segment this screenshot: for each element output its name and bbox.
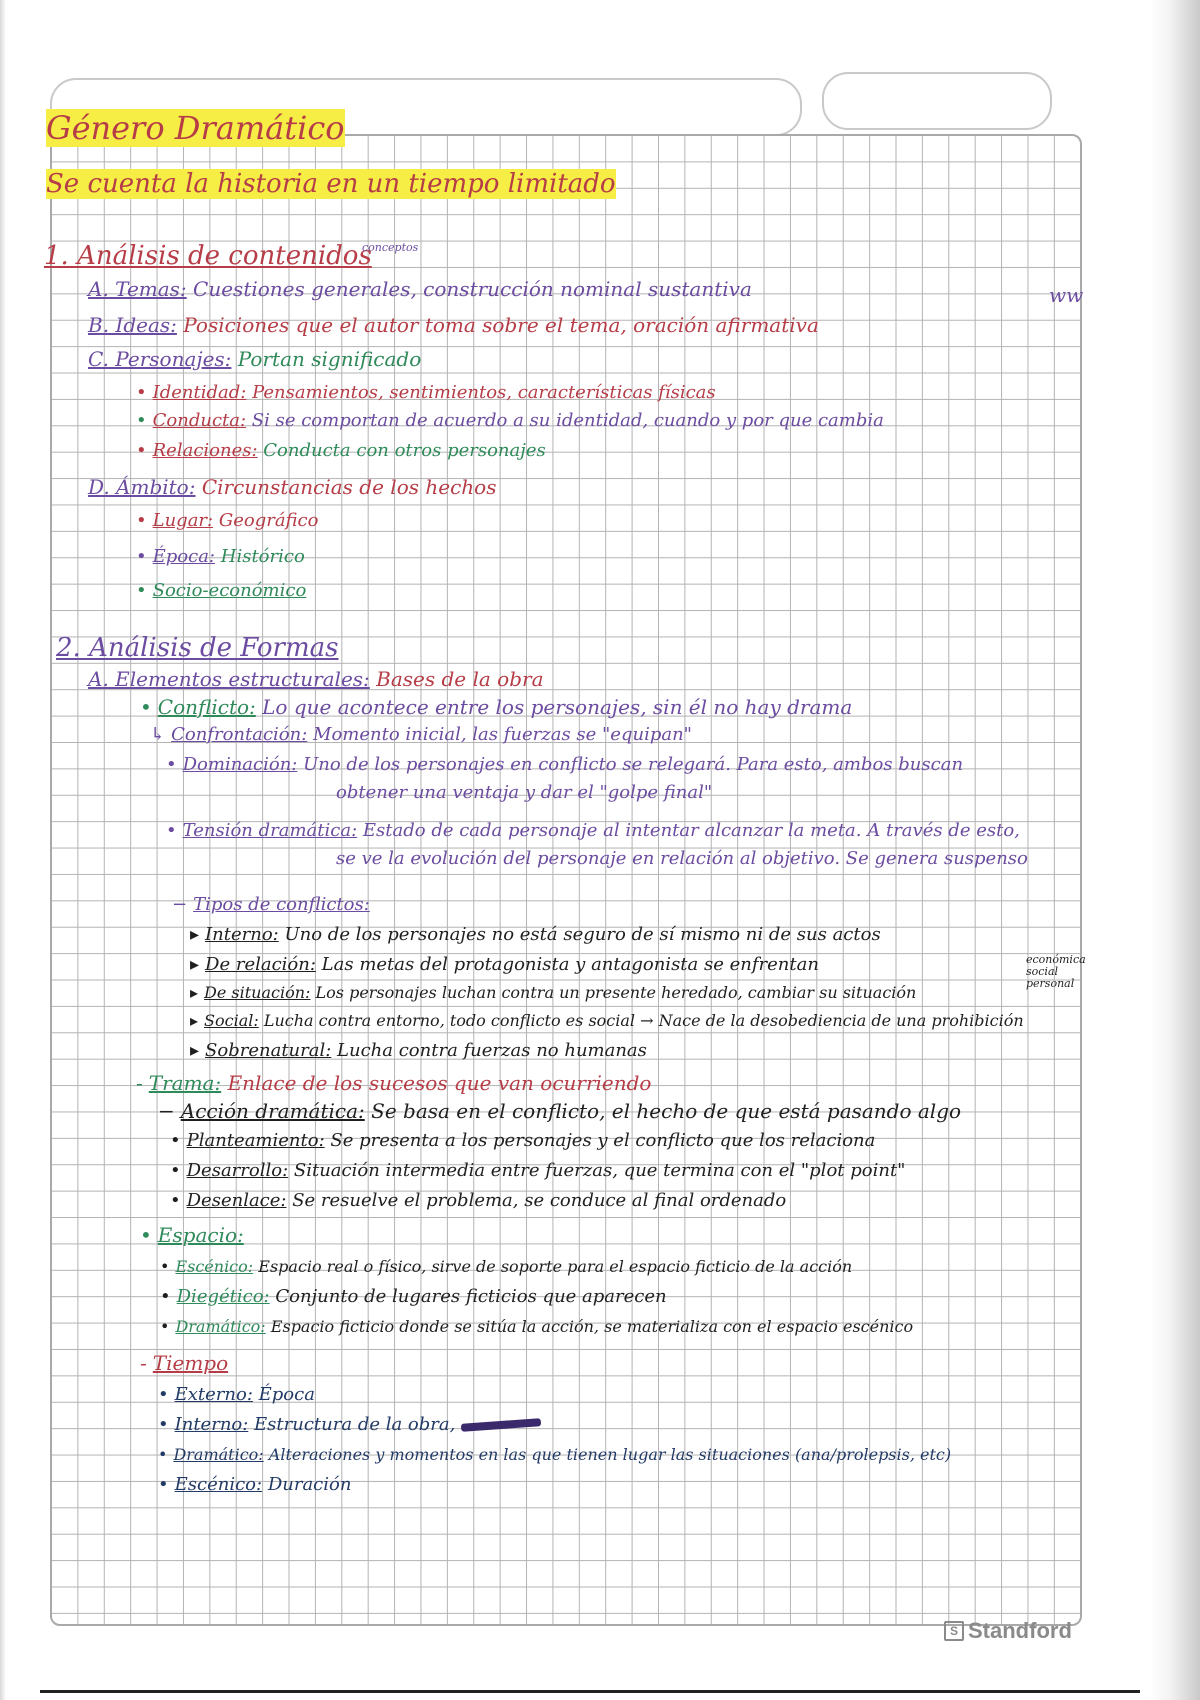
section2-heading: 2. Análisis de Formas bbox=[56, 633, 339, 663]
item-conducta: • Conducta: Si se comportan de acuerdo a su identidad, cuando y por que cambia bbox=[136, 410, 884, 431]
item-temas: A. Temas: Cuestiones generales, construcción nominal sustantiva bbox=[88, 277, 752, 301]
tension-cont: se ve la evolución del personaje en relación al objetivo. Se genera suspenso bbox=[336, 848, 1028, 869]
item-socio: • Socio-económico bbox=[136, 580, 307, 601]
tipos-conflictos: − Tipos de conflictos: bbox=[172, 894, 370, 915]
item-epoca: • Época: Histórico bbox=[136, 546, 305, 567]
side-note-social: social bbox=[1026, 965, 1059, 978]
planteamiento: • Planteamiento: Se presenta a los personajes y el conflicto que los relaciona bbox=[170, 1130, 876, 1151]
side-note-economica: económica bbox=[1026, 953, 1086, 966]
tipo-sobrenatural: ▸ Sobrenatural: Lucha contra fuerzas no humanas bbox=[190, 1040, 647, 1061]
trama: - Trama: Enlace de los sucesos que van ocurriendo bbox=[136, 1071, 652, 1095]
page-edge-left bbox=[0, 0, 6, 1700]
espacio-escenico: • Escénico: Espacio real o físico, sirve de soporte para el espacio ficticio de la acción bbox=[160, 1257, 853, 1276]
espacio-diegetico: • Diegético: Conjunto de lugares ficticios que aparecen bbox=[160, 1286, 667, 1307]
scribble-mark bbox=[461, 1418, 541, 1432]
page-title: Género Dramático bbox=[46, 109, 345, 147]
item-personajes: C. Personajes: Portan significado bbox=[88, 347, 422, 371]
page-edge-right bbox=[1150, 0, 1200, 1700]
espacio-dramatico: • Dramático: Espacio ficticio donde se sitúa la acción, se materializa con el espacio escénico bbox=[160, 1317, 914, 1336]
side-note-personal: personal bbox=[1026, 977, 1075, 990]
header-box-date bbox=[822, 72, 1052, 130]
desenlace: • Desenlace: Se resuelve el problema, se conduce al final ordenado bbox=[170, 1190, 787, 1211]
conflicto: • Conflicto: Lo que acontece entre los personajes, sin él no hay drama bbox=[140, 695, 853, 719]
tiempo: - Tiempo bbox=[140, 1351, 229, 1375]
brand-name: Standford bbox=[968, 1618, 1072, 1643]
tiempo-interno: • Interno: Estructura de la obra, bbox=[158, 1412, 541, 1438]
section1-heading: 1. Análisis de contenidos bbox=[44, 241, 372, 271]
tipo-relacion: ▸ De relación: Las metas del protagonista y antagonista se enfrentan bbox=[190, 954, 819, 975]
brand-logo bbox=[944, 1616, 1072, 1646]
tension: • Tensión dramática: Estado de cada personaje al intentar alcanzar la meta. A través de esto, bbox=[166, 820, 1020, 841]
desarrollo: • Desarrollo: Situación intermedia entre fuerzas, que termina con el "plot point" bbox=[170, 1160, 906, 1181]
item-relaciones: • Relaciones: Conducta con otros personajes bbox=[136, 440, 546, 461]
tiempo-dramatico: • Dramático: Alteraciones y momentos en las que tienen lugar las situaciones (ana/prolepsis, etc) bbox=[158, 1445, 952, 1464]
page-subtitle: Se cuenta la historia en un tiempo limitado bbox=[46, 169, 616, 199]
espacio: • Espacio: bbox=[140, 1223, 244, 1247]
tiempo-escenico: • Escénico: Duración bbox=[158, 1474, 352, 1495]
ideas-note: ww bbox=[1049, 283, 1084, 307]
item-ideas: B. Ideas: Posiciones que el autor toma sobre el tema, oración afirmativa bbox=[88, 313, 819, 337]
elementos-estructurales: A. Elementos estructurales: Bases de la obra bbox=[88, 667, 544, 691]
item-lugar: • Lugar: Geográfico bbox=[136, 510, 319, 531]
bottom-rule bbox=[40, 1690, 1140, 1693]
dominacion: • Dominación: Uno de los personajes en conflicto se relegará. Para esto, ambos buscan bbox=[166, 754, 964, 775]
accion-dramatica: − Acción dramática: Se basa en el conflicto, el hecho de que está pasando algo bbox=[158, 1099, 962, 1123]
item-identidad: • Identidad: Pensamientos, sentimientos, características físicas bbox=[136, 382, 716, 403]
item-ambito: D. Ámbito: Circunstancias de los hechos bbox=[88, 475, 497, 499]
confrontacion: ↳ Confrontación: Momento inicial, las fuerzas se "equipan" bbox=[150, 724, 692, 745]
tipo-social: ▸ Social: Lucha contra entorno, todo conflicto es social → Nace de la desobediencia de una prohibición bbox=[190, 1011, 1024, 1030]
tiempo-externo: • Externo: Época bbox=[158, 1384, 315, 1405]
brand-icon: S bbox=[944, 1621, 964, 1641]
tipo-interno: ▸ Interno: Uno de los personajes no está seguro de sí mismo ni de sus actos bbox=[190, 924, 881, 945]
tipo-situacion: ▸ De situación: Los personajes luchan contra un presente heredado, cambiar su situación bbox=[190, 983, 917, 1002]
margin-note: conceptos bbox=[362, 241, 419, 254]
dominacion-cont: obtener una ventaja y dar el "golpe final" bbox=[336, 782, 713, 803]
